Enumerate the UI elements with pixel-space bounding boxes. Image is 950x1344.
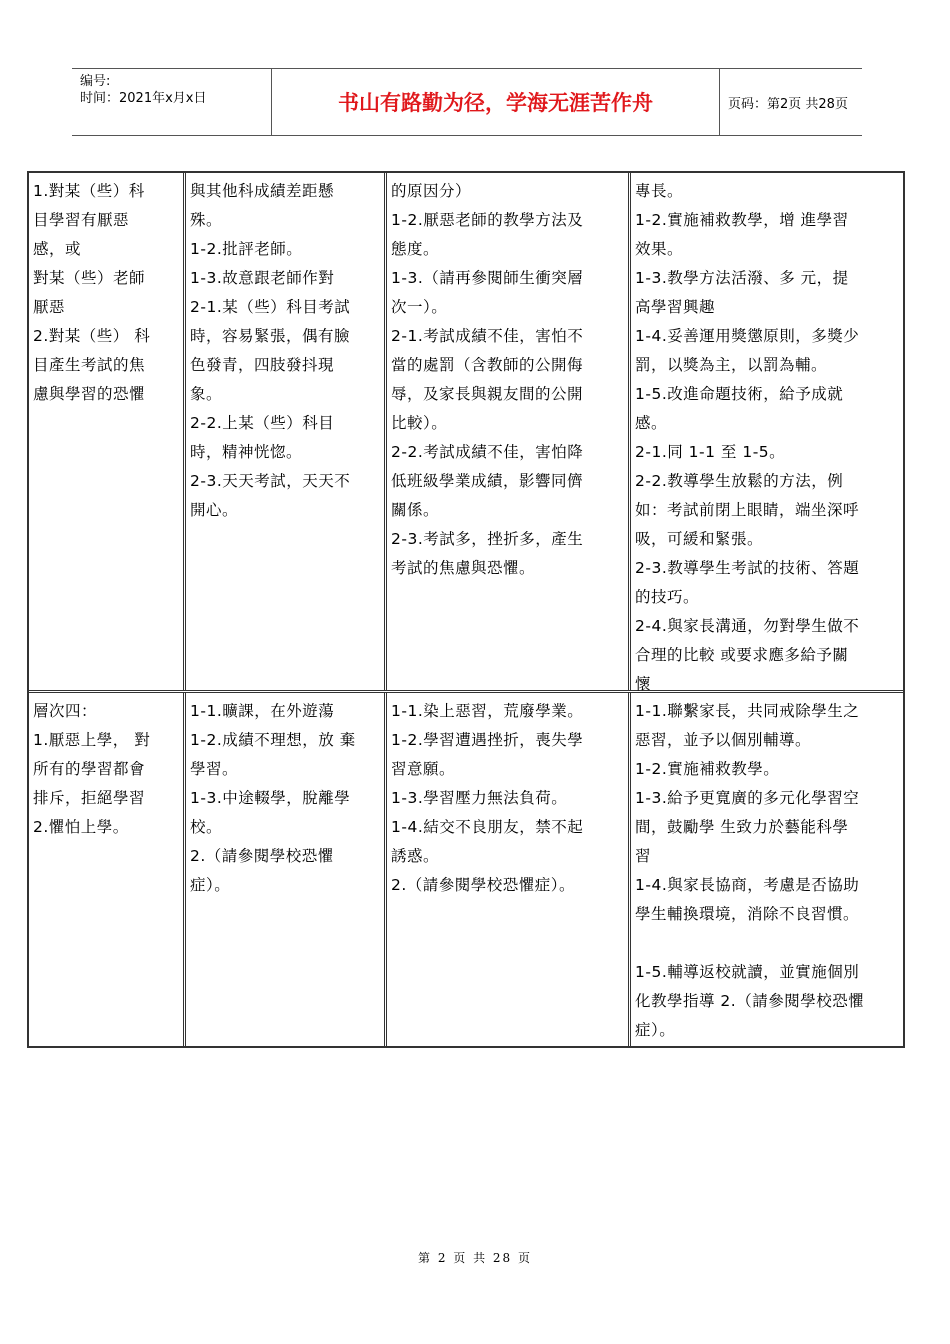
table-cell xyxy=(631,693,903,1046)
cell-line: 1-4.與家長協商，考慮是否協助 xyxy=(635,876,860,894)
header-motto: 书山有路勤为径，学海无涯苦作舟 xyxy=(272,69,720,135)
cell-line: 2.（請參閱學校恐懼 xyxy=(190,847,334,865)
cell-line: 效果。 xyxy=(635,240,684,258)
cell-line: 對某（些）老師 xyxy=(33,269,146,287)
cell-line: 時，精神恍惚。 xyxy=(190,443,303,461)
header-page-label: 页码：第2页 共28页 xyxy=(728,96,848,112)
cell-line: 目產生考試的焦 xyxy=(33,356,146,374)
cell-line: 惡習，並予以個別輔導。 xyxy=(635,731,812,749)
cell-line: 的技巧。 xyxy=(635,588,700,606)
cell-line: 1-2.實施補救教學。 xyxy=(635,760,780,778)
table-cell xyxy=(186,693,387,1046)
cell-line: 1-4.妥善運用獎懲原則，多獎少 xyxy=(635,327,860,345)
cell-line: 1-3.學習壓力無法負荷。 xyxy=(391,789,568,807)
cell-line: 1-3.故意跟老師作對 xyxy=(190,269,335,287)
cell-line: 如：考試前閉上眼睛，端坐深呼 xyxy=(635,501,860,519)
cell-line: 1-2.厭惡老師的教學方法及 xyxy=(391,211,584,229)
guidance-table xyxy=(27,171,905,1048)
cell-line: 校。 xyxy=(190,818,223,836)
cell-line: 開心。 xyxy=(190,501,239,519)
cell-line: 1-3.給予更寬廣的多元化學習空 xyxy=(635,789,860,807)
cell-line: 比較）。 xyxy=(391,414,448,432)
cell-line: 層次四： xyxy=(33,702,98,720)
table-cell xyxy=(631,173,903,693)
table-cell xyxy=(387,693,631,1046)
cell-line: 症）。 xyxy=(635,1021,676,1039)
cell-line xyxy=(635,929,903,958)
cell-line: 排斥，拒絕學習 xyxy=(33,789,146,807)
cell-line: 所有的學習都會 xyxy=(33,760,146,778)
table-row xyxy=(29,690,903,1046)
cell-line: 習 xyxy=(635,847,652,865)
cell-line: 1-3.中途輟學，脫離學 xyxy=(190,789,351,807)
cell-line: 象。 xyxy=(190,385,223,403)
cell-line: 與其他科成績差距懸 xyxy=(190,182,335,200)
table-cell xyxy=(186,173,387,690)
cell-line: 2-3.教導學生考試的技術、答題 xyxy=(635,559,860,577)
cell-line: 吸，可緩和緊張。 xyxy=(635,530,764,548)
cell-line: 1-2.實施補救教學，增 進學習 xyxy=(635,211,849,229)
cell-line: 次一）。 xyxy=(391,298,448,316)
cell-line: 化教學指導 2.（請參閱學校恐懼 xyxy=(635,992,865,1010)
cell-line: 殊。 xyxy=(190,211,223,229)
cell-line: 2-2.上某（些）科目 xyxy=(190,414,335,432)
cell-line: 間，鼓勵學 生致力於藝能科學 xyxy=(635,818,849,836)
cell-line: 1-2.批評老師。 xyxy=(190,240,303,258)
cell-line: 學習。 xyxy=(190,760,239,778)
cell-line: 的原因分） xyxy=(391,182,472,200)
cell-line: 1-1.染上惡習，荒廢學業。 xyxy=(391,702,584,720)
cell-line: 2-3.考試多，挫折多，產生 xyxy=(391,530,584,548)
cell-line: 色發青，四肢發抖現 xyxy=(190,356,335,374)
cell-line: 1-5.輔導返校就讀，並實施個別 xyxy=(635,963,860,981)
page-footer: 第 2 页 共 28 页 xyxy=(418,1251,532,1265)
cell-line: 關係。 xyxy=(391,501,440,519)
table-cell xyxy=(29,693,186,1046)
cell-line: 考試的焦慮與恐懼。 xyxy=(391,559,536,577)
cell-line: 態度。 xyxy=(391,240,440,258)
cell-line: 1-2.學習遭遇挫折，喪失學 xyxy=(391,731,584,749)
cell-line: 2-1.某（些）科目考試 xyxy=(190,298,351,316)
cell-line: 1-2.成績不理想，放 棄 xyxy=(190,731,356,749)
cell-line: 當的處罰（含教師的公開侮 xyxy=(391,356,584,374)
cell-line: 專長。 xyxy=(635,182,684,200)
cell-line: 誘惑。 xyxy=(391,847,440,865)
page-header xyxy=(72,68,862,136)
cell-line: 厭惡 xyxy=(33,298,66,316)
cell-line: 1-1.曠課，在外遊蕩 xyxy=(190,702,335,720)
cell-line: 2.懼怕上學。 xyxy=(33,818,129,836)
table-row xyxy=(29,173,903,693)
cell-line: 2-2.考試成績不佳，害怕降 xyxy=(391,443,584,461)
cell-line: 懷 xyxy=(635,675,652,693)
cell-line: 1.對某（些）科 xyxy=(33,182,145,200)
cell-line: 1-5.改進命題技術，給予成就 xyxy=(635,385,844,403)
cell-line: 感，或 xyxy=(33,240,82,258)
doc-meta xyxy=(72,69,272,135)
cell-line: 時，容易緊張，偶有臉 xyxy=(190,327,351,345)
cell-line: 1-3.教學方法活潑、多 元，提 xyxy=(635,269,849,287)
cell-line: 1.厭惡上學， 對 xyxy=(33,731,151,749)
cell-line: 2-3.天天考試，天天不 xyxy=(190,472,351,490)
cell-line: 2-2.教導學生放鬆的方法，例 xyxy=(635,472,844,490)
cell-line: 1-4.結交不良朋友，禁不起 xyxy=(391,818,584,836)
table-cell xyxy=(387,173,631,690)
doc-number-label: 编号: xyxy=(80,74,111,89)
cell-line: 罰，以獎為主，以罰為輔。 xyxy=(635,356,828,374)
cell-line: 症）。 xyxy=(190,876,231,894)
table-cell xyxy=(29,173,186,690)
cell-line: 2-1.考試成績不佳，害怕不 xyxy=(391,327,584,345)
cell-line: 1-1.聯繫家長，共同戒除學生之 xyxy=(635,702,860,720)
cell-line: 習意願。 xyxy=(391,760,456,778)
doc-time-label: 时间：2021年x月x日 xyxy=(80,91,207,106)
cell-line: 目學習有厭惡 xyxy=(33,211,130,229)
cell-line: 2.（請參閱學校恐懼症）。 xyxy=(391,876,576,894)
cell-line: 辱，及家長與親友間的公開 xyxy=(391,385,584,403)
cell-line: 低班級學業成績，影響同儕 xyxy=(391,472,584,490)
cell-line: 2-4.與家長溝通，勿對學生做不 xyxy=(635,617,860,635)
cell-line: 學生輔換環境，消除不良習慣。 xyxy=(635,905,860,923)
cell-line: 1-3.（請再參閱師生衝突層 xyxy=(391,269,584,287)
cell-line: 感。 xyxy=(635,414,668,432)
cell-line: 高學習興趣 xyxy=(635,298,716,316)
cell-line: 合理的比較 或要求應多給予關 xyxy=(635,646,849,664)
cell-line: 慮與學習的恐懼 xyxy=(33,385,146,403)
cell-line: 2.對某（些） 科 xyxy=(33,327,151,345)
cell-line: 2-1.同 1-1 至 1-5。 xyxy=(635,443,786,461)
